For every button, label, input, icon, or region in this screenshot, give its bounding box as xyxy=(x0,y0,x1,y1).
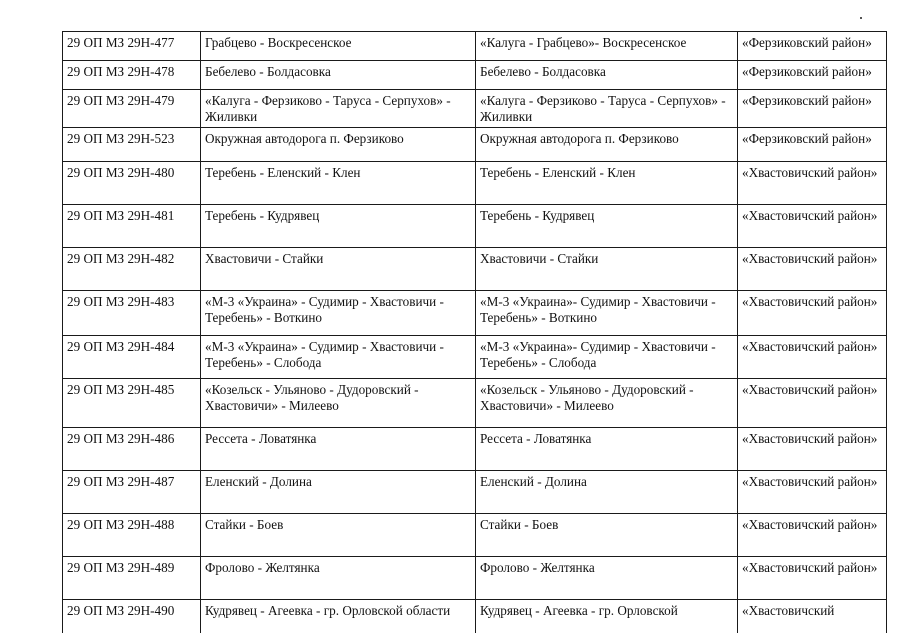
table-row xyxy=(63,127,887,161)
table-row xyxy=(63,378,887,427)
road-code-cell: 29 ОП МЗ 29Н-486 xyxy=(63,427,201,470)
route-description-cell: Фролово - Желтянка xyxy=(476,556,738,599)
road-name-cell: Теребень - Еленский - Клен xyxy=(201,161,476,204)
route-description-cell: «Калуга - Грабцево»- Воскресенское xyxy=(476,32,738,61)
district-cell: «Хвастовичский район» xyxy=(738,556,887,599)
district-cell: «Хвастовичский район» xyxy=(738,427,887,470)
table-row xyxy=(63,247,887,290)
road-code-cell: 29 ОП МЗ 29Н-523 xyxy=(63,127,201,161)
district-cell: «Хвастовичский район» xyxy=(738,204,887,247)
road-code-cell: 29 ОП МЗ 29Н-483 xyxy=(63,290,201,335)
road-code-cell: 29 ОП МЗ 29Н-482 xyxy=(63,247,201,290)
route-description-cell: «М-3 «Украина»- Судимир - Хвастовичи - Теребень» - Слобода xyxy=(476,335,738,378)
road-code-cell: 29 ОП МЗ 29Н-477 xyxy=(63,32,201,61)
road-name-cell: Рессета - Ловатянка xyxy=(201,427,476,470)
route-description-cell: Окружная автодорога п. Ферзиково xyxy=(476,127,738,161)
road-name-cell: «Калуга - Ферзиково - Таруса - Серпухов» - Жиливки xyxy=(201,90,476,128)
table-row xyxy=(63,556,887,599)
road-name-cell: Хвастовичи - Стайки xyxy=(201,247,476,290)
table-row xyxy=(63,335,887,378)
table-row xyxy=(63,161,887,204)
road-name-cell: Грабцево - Воскресенское xyxy=(201,32,476,61)
route-description-cell: Хвастовичи - Стайки xyxy=(476,247,738,290)
table-row xyxy=(63,290,887,335)
route-description-cell: Теребень - Еленский - Клен xyxy=(476,161,738,204)
road-name-cell: Окружная автодорога п. Ферзиково xyxy=(201,127,476,161)
road-name-cell: Теребень - Кудрявец xyxy=(201,204,476,247)
table-row xyxy=(63,427,887,470)
road-name-cell: Еленский - Долина xyxy=(201,470,476,513)
district-cell: «Хвастовичский район» xyxy=(738,290,887,335)
road-code-cell: 29 ОП МЗ 29Н-484 xyxy=(63,335,201,378)
district-cell: «Хвастовичский район» xyxy=(738,378,887,427)
road-code-cell: 29 ОП МЗ 29Н-478 xyxy=(63,61,201,90)
road-code-cell: 29 ОП МЗ 29Н-489 xyxy=(63,556,201,599)
route-description-cell: «М-3 «Украина»- Судимир - Хвастовичи - Теребень» - Воткино xyxy=(476,290,738,335)
road-name-cell: Фролово - Желтянка xyxy=(201,556,476,599)
road-code-cell: 29 ОП МЗ 29Н-488 xyxy=(63,513,201,556)
route-description-cell: Рессета - Ловатянка xyxy=(476,427,738,470)
scan-artifact-dot xyxy=(860,17,862,19)
table-row xyxy=(63,32,887,61)
district-cell: «Хвастовичский район» xyxy=(738,161,887,204)
roads-table xyxy=(62,31,887,633)
table-row xyxy=(63,470,887,513)
road-name-cell: «М-3 «Украина» - Судимир - Хвастовичи - Теребень» - Воткино xyxy=(201,290,476,335)
district-cell: «Хвастовичский район» xyxy=(738,513,887,556)
route-description-cell: Теребень - Кудрявец xyxy=(476,204,738,247)
route-description-cell: «Козельск - Ульяново - Дудоровский - Хвастовичи» - Милеево xyxy=(476,378,738,427)
road-name-cell: Кудрявец - Агеевка - гр. Орловской области xyxy=(201,599,476,633)
table-row xyxy=(63,513,887,556)
road-name-cell: «Козельск - Ульяново - Дудоровский - Хвастовичи» - Милеево xyxy=(201,378,476,427)
roads-table-body xyxy=(63,32,887,633)
district-cell: «Хвастовичский район» xyxy=(738,470,887,513)
route-description-cell: Стайки - Боев xyxy=(476,513,738,556)
district-cell: «Ферзиковский район» xyxy=(738,32,887,61)
road-code-cell: 29 ОП МЗ 29Н-481 xyxy=(63,204,201,247)
route-description-cell: Еленский - Долина xyxy=(476,470,738,513)
district-cell: «Ферзиковский район» xyxy=(738,127,887,161)
road-name-cell: Стайки - Боев xyxy=(201,513,476,556)
district-cell: «Ферзиковский район» xyxy=(738,90,887,128)
road-code-cell: 29 ОП МЗ 29Н-480 xyxy=(63,161,201,204)
road-code-cell: 29 ОП МЗ 29Н-485 xyxy=(63,378,201,427)
road-name-cell: «М-3 «Украина» - Судимир - Хвастовичи - Теребень» - Слобода xyxy=(201,335,476,378)
district-cell: «Хвастовичский район» xyxy=(738,335,887,378)
route-description-cell: Бебелево - Болдасовка xyxy=(476,61,738,90)
road-name-cell: Бебелево - Болдасовка xyxy=(201,61,476,90)
table-row xyxy=(63,90,887,128)
district-cell: «Ферзиковский район» xyxy=(738,61,887,90)
district-cell: «Хвастовичский район» xyxy=(738,247,887,290)
route-description-cell: «Калуга - Ферзиково - Таруса - Серпухов» - Жиливки xyxy=(476,90,738,128)
table-row xyxy=(63,61,887,90)
road-code-cell: 29 ОП МЗ 29Н-479 xyxy=(63,90,201,128)
road-code-cell: 29 ОП МЗ 29Н-487 xyxy=(63,470,201,513)
route-description-cell: Кудрявец - Агеевка - гр. Орловской xyxy=(476,599,738,633)
table-row xyxy=(63,204,887,247)
road-code-cell: 29 ОП МЗ 29Н-490 xyxy=(63,599,201,633)
district-cell: «Хвастовичский xyxy=(738,599,887,633)
table-row xyxy=(63,599,887,633)
